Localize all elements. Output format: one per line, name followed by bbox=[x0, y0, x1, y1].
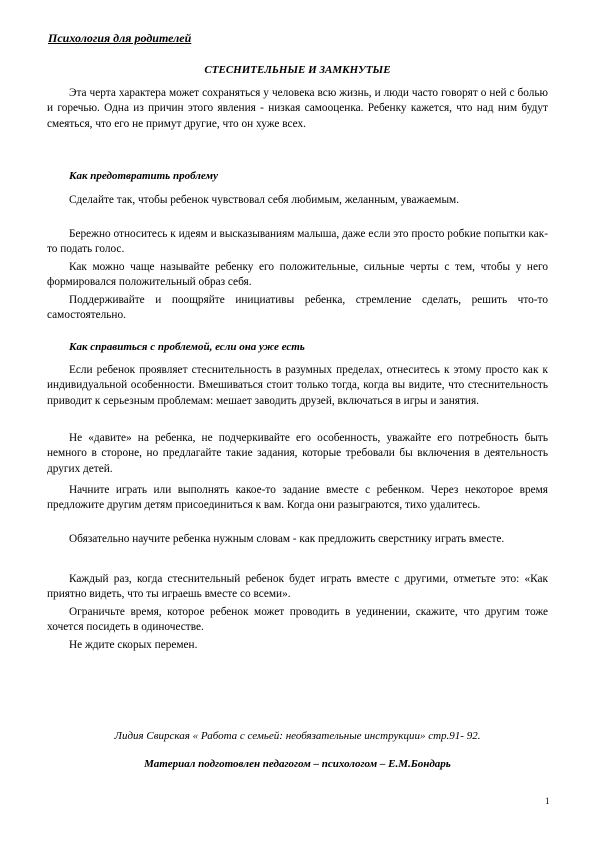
section1-heading: Как предотвратить проблему bbox=[69, 170, 218, 182]
section1-paragraph-2: Бережно относитесь к идеям и высказываниям малыша, даже если это просто робкие попытки как-то подать голос. bbox=[47, 228, 548, 256]
page-header: Психология для родителей bbox=[48, 31, 192, 45]
intro-paragraph: Эта черта характера может сохраняться у человека всю жизнь, и люди часто говорят о ней с болью и горечью. Одна из причин этого явления - низкая самооценка. Ребенку кажется, что над ним будут смеяться, что его не примут другие, что он хуже всех. bbox=[47, 87, 548, 130]
section2-paragraph-3: Начните играть или выполнять какое-то задание вместе с ребенком. Через некоторое время предложите другим детям присоединиться к вам. Когда они разыграются, тихо удалитесь. bbox=[47, 484, 548, 512]
section1-paragraph-3: Как можно чаще называйте ребенку его положительные, сильные черты с тем, чтобы у него формировался положительный образ себя. bbox=[47, 261, 548, 289]
section2-heading: Как справиться с проблемой, если она уже есть bbox=[69, 341, 305, 353]
section2-paragraph-5: Каждый раз, когда стеснительный ребенок будет играть вместе с другими, отметьте это: «Как приятно видеть, что ты играешь вместе со всеми». bbox=[47, 573, 548, 601]
section2-paragraph-7: Не ждите скорых перемен. bbox=[69, 639, 198, 651]
section2-paragraph-2: Не «давите» на ребенка, не подчеркивайте его особенность, уважайте его потребность быть немного в стороне, но предлагайте такие задания, которые требовали бы включения в деятельность других детей. bbox=[47, 432, 548, 475]
section1-paragraph-4: Поддерживайте и поощряйте инициативы ребенка, стремление сделать, решить что-то самостоятельно. bbox=[47, 294, 548, 322]
section1-paragraph-1: Сделайте так, чтобы ребенок чувствовал себя любимым, желанным, уважаемым. bbox=[69, 194, 460, 206]
page-number: 1 bbox=[545, 796, 550, 806]
author-credit: Материал подготовлен педагогом – психологом – Е.М.Бондарь bbox=[144, 758, 451, 770]
source-citation: Лидия Свирская « Работа с семьей: необязательные инструкции» стр.91- 92. bbox=[114, 730, 481, 742]
section2-paragraph-4: Обязательно научите ребенка нужным словам - как предложить сверстнику играть вместе. bbox=[69, 533, 505, 545]
section2-paragraph-6: Ограничьте время, которое ребенок может проводить в уединении, скажите, что другим тоже хочется посидеть в одиночестве. bbox=[47, 606, 548, 634]
article-title: СТЕСНИТЕЛЬНЫЕ И ЗАМКНУТЫЕ bbox=[204, 64, 391, 76]
section2-paragraph-1: Если ребенок проявляет стеснительность в разумных пределах, отнеситесь к этому просто как к индивидуальной особенности. Вмешиваться стоит только тогда, когда вы видите, что стеснительность приводит к серьезным проблемам: мешает заводить друзей, включаться в игры и занятия. bbox=[47, 364, 548, 407]
